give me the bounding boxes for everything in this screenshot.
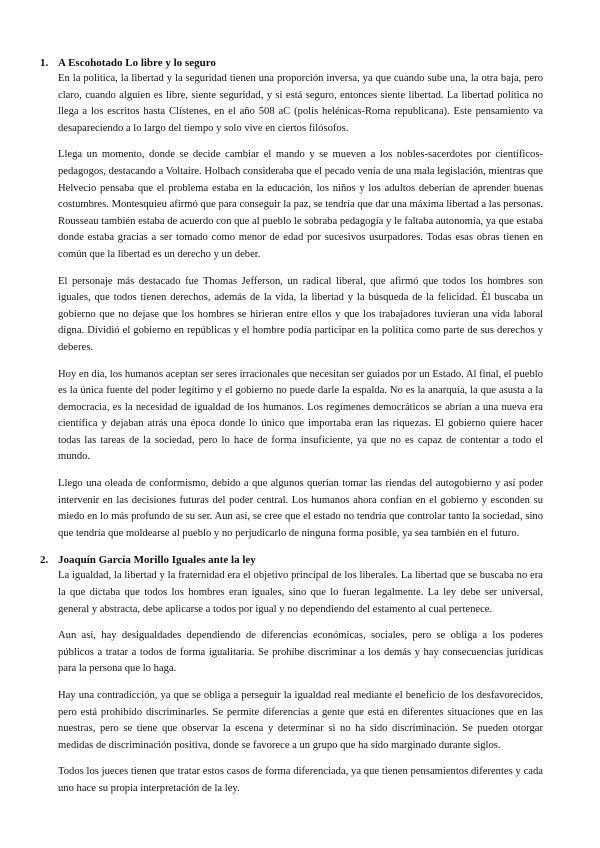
paragraph: Llega un momento, donde se decide cambiar el mando y se mueven a los nobles-sacerdotes por científicos-pedagogos, destacando a Voltaire. Holbach consideraba que el pecado venía de una mala legislación, mientras que Helvecio pensaba que el problema estaba en la educación, los niños y los adultos deberían de aprender buenas costumbres. Montesquieu afirmó que para conseguir la paz, se tendría que dar una máxima libertad a las personas. Rousseau también estaba de acuerdo con que al pueblo le sobraba pedagogía y le faltaba autonomía, ya que estaba donde estaba gracias a ser tomado como menor de edad por sucesivos usurpadores. Todas esas obras tienen en común que la libertad es un derecho y un deber. [58,149,543,260]
section-title: Joaquín García Morillo Iguales ante la ley [58,554,256,567]
paragraph: Hoy en día, los humanos aceptan ser seres irracionales que necesitan ser guiados por un Estado. Al final, el pueblo es la única fuente del poder legítimo y el gobierno no puede darle la espalda. No es la anarquía, la que asusta a la democracia, es la necesidad de igualdad de los humanos. Los regímenes democráticos se abrían a una nueva era científica y dejaban atrás una época donde lo único que importaba eran las riquezas. El gobierno quiere hacer todas las tareas de la sociedad, pero lo hace de forma insuficiente, ya que no es capaz de contentar a todo el mundo. [58,368,543,463]
paragraph: Hay una contradicción, ya que se obliga a perseguir la igualdad real mediante el beneficio de los desfavorecidos, pero está prohibido discriminarles. Se permite diferencias a gente que está en diferentes situaciones que en las nuestras, pero se tiene que observar la escena y determinar si no ha sido discriminación. Se pueden otorgar medidas de discriminación positiva, donde se favorece a un grupo que ha sido marginado durante siglos. [58,690,543,751]
section-heading [40,55,543,71]
paragraph: Todos los jueces tienen que tratar estos casos de forma diferenciada, ya que tienen pensamientos diferentes y cada uno hace su propia interpretación de la ley. [58,766,543,794]
section-1 [40,55,543,542]
paragraph: En la política, la libertad y la seguridad tienen una proporción inversa, ya que cuando sube una, la otra baja, pero claro, cuando alguien es libre, siente seguridad, y si está seguro, entonces siente libertad. La libertad política no llega a los escritos hasta Clístenes, en el año 508 aC (polis helénicas-Roma republicana). Este pensamiento va desapareciendo a lo largo del tiempo y solo vive en ciertos filósofos. [58,73,543,134]
paragraph: La igualdad, la libertad y la fraternidad era el objetivo principal de los liberales. La libertad que se buscaba no era la que dictaba que todos los hombres eran iguales, sino que lo fueran legalmente. La ley debe ser universal, general y abstracta, debe aplicarse a todos por igual y no dependiendo del estamento al cual pertenece. [58,570,543,615]
section-body [58,568,543,797]
paragraph: Llego una oleada de conformismo, debido a que algunos querían tomar las riendas del autogobierno y así poder intervenir en las decisiones futuras del poder central. Los humanos ahora confían en el gobierno y esconden su miedo en lo más profundo de su ser. Aun así, se cree que el estado no tendría que controlar tanto la sociedad, sino que tendría que moldearse al pueblo y no perjudicarlo de ninguna forma posible, ya sea también en el futuro. [58,478,543,539]
section-heading [40,552,543,568]
section-2 [40,552,543,797]
document-page [40,55,543,808]
section-number: 2. [40,554,49,567]
section-number: 1. [40,57,49,69]
paragraph: El personaje más destacado fue Thomas Jefferson, un radical liberal, que afirmó que todos los hombres son iguales, que todos tienen derechos, además de la vida, la libertad y la búsqueda de la felicidad. Él buscaba un gobierno que no dejase que los hombres se hirieran entre ellos y que los trabajadores tuvieran una vida laboral digna. Dividió el gobierno en repúblicas y el hombre podía participar en la política como parte de sus derechos y deberes. [58,275,543,353]
section-body [58,71,543,542]
section-title: A Escohotado Lo libre y lo seguro [58,57,216,69]
paragraph: Aun así, hay desigualdades dependiendo de diferencias económicas, sociales, pero se obliga a los poderes públicos a tratar a todos de forma igualitaria. Se prohíbe discriminar a los demás y hay consecuencias jurídicas para la persona que lo haga. [58,630,543,675]
